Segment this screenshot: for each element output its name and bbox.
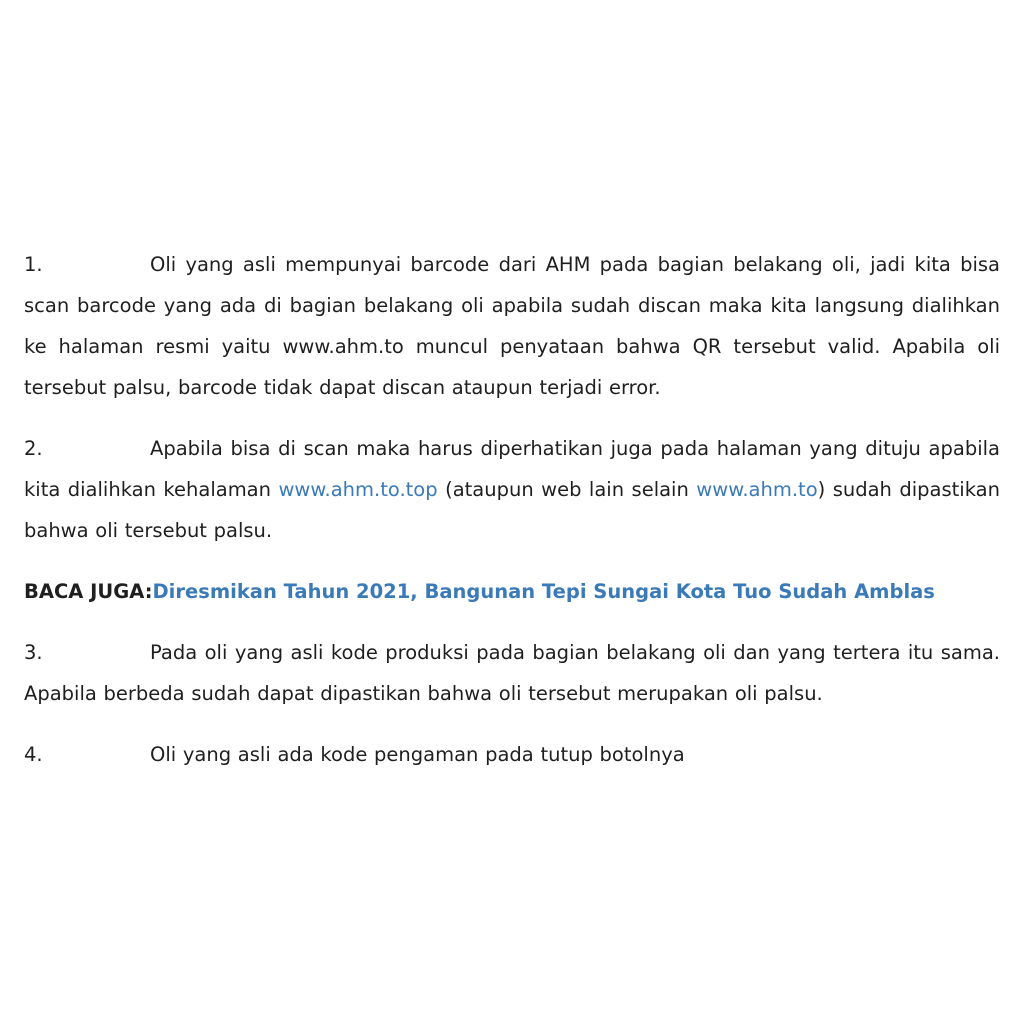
link-ahm-to-top[interactable]: www.ahm.to.top [278,478,438,501]
item-text: Oli yang asli ada kode pengaman pada tutup botolnya [150,743,685,766]
item-text-before: Apabila bisa di scan maka harus diperhatikan juga pada halaman yang dituju apabila kita dialihkan kehalaman [24,437,1000,501]
item-text: Pada oli yang asli kode produksi pada bagian belakang oli dan yang tertera itu sama. Apabila berbeda sudah dapat dipastikan bahwa oli tersebut merupakan oli palsu. [24,641,1000,705]
link-ahm-to[interactable]: www.ahm.to [696,478,818,501]
list-item [24,632,1000,714]
item-number: 1. [24,253,43,276]
item-text-middle: (ataupun web lain selain [437,478,697,501]
item-text: Oli yang asli mempunyai barcode dari AHM pada bagian belakang oli, jadi kita bisa scan barcode yang ada di bagian belakang oli apabila sudah discan maka kita langsung dialihkan ke halaman resmi yaitu www.ahm.to muncul penyataan bahwa QR tersebut valid. Apabila oli tersebut palsu, barcode tidak dapat discan ataupun terjadi error. [24,253,1000,399]
list-item [24,428,1000,551]
item-number: 3. [24,641,43,664]
item-text-after: ) sudah dipastikan bahwa oli tersebut palsu. [24,478,1000,542]
list-item [24,244,1000,408]
item-number: 2. [24,437,43,460]
baca-juga-label: BACA JUGA: [24,580,153,603]
article-body [24,244,1000,795]
baca-juga-block [24,571,1000,612]
list-item [24,734,1000,775]
baca-juga-link[interactable]: Diresmikan Tahun 2021, Bangunan Tepi Sungai Kota Tuo Sudah Amblas [152,580,935,603]
item-number: 4. [24,743,43,766]
